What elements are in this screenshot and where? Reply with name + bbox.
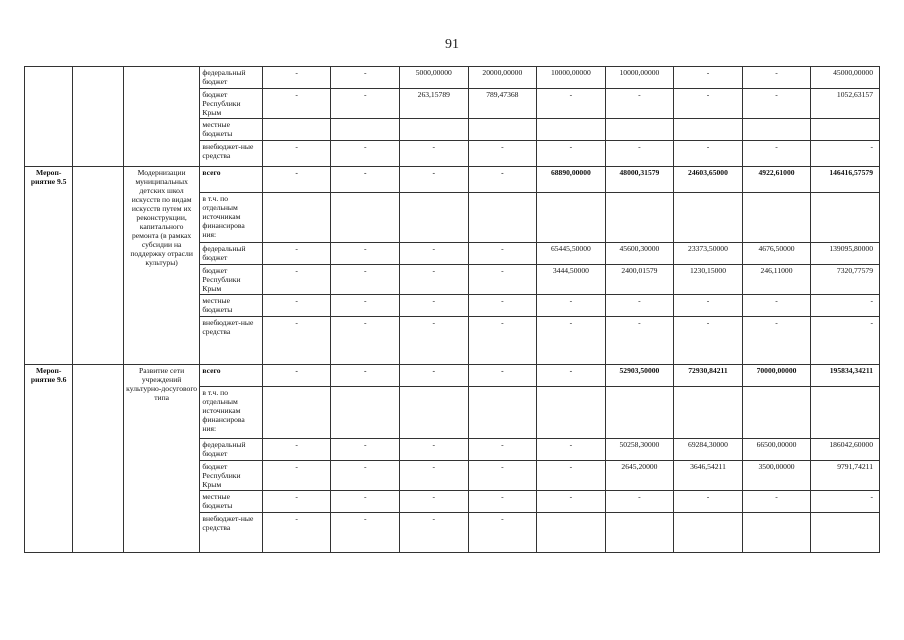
value-cell: 70000,00000 <box>742 365 811 387</box>
value-cell: - <box>742 491 811 513</box>
value-cell: - <box>400 439 469 461</box>
value-cell: - <box>537 295 606 317</box>
value-cell: 72930,84211 <box>674 365 743 387</box>
value-cell <box>400 119 469 141</box>
value-cell: - <box>400 365 469 387</box>
value-cell: - <box>674 295 743 317</box>
value-cell: 24603,65000 <box>674 167 743 193</box>
value-cell <box>742 193 811 243</box>
value-cell: - <box>331 167 400 193</box>
funding-source-label: местные бюджеты <box>200 491 263 513</box>
value-cell: - <box>468 491 537 513</box>
value-cell <box>605 193 674 243</box>
value-cell: - <box>605 295 674 317</box>
value-cell: - <box>537 461 606 491</box>
value-cell: - <box>262 461 331 491</box>
value-cell: - <box>400 141 469 167</box>
value-cell: 4922,61000 <box>742 167 811 193</box>
measure-description <box>123 67 200 167</box>
value-cell <box>537 119 606 141</box>
value-cell: - <box>262 491 331 513</box>
value-cell: 45000,00000 <box>811 67 880 89</box>
value-cell: 45600,30000 <box>605 243 674 265</box>
value-cell: 7320,77579 <box>811 265 880 295</box>
value-cell <box>605 119 674 141</box>
funding-source-label: в т.ч. по отдельным источникам финансирова ния: <box>200 193 263 243</box>
value-cell: - <box>674 67 743 89</box>
value-cell <box>742 513 811 553</box>
value-cell: - <box>742 141 811 167</box>
value-cell: 2645,20000 <box>605 461 674 491</box>
value-cell: 9791,74211 <box>811 461 880 491</box>
value-cell <box>537 193 606 243</box>
value-cell: 3646,54211 <box>674 461 743 491</box>
value-cell: - <box>742 317 811 365</box>
value-cell: - <box>331 513 400 553</box>
value-cell: - <box>605 141 674 167</box>
value-cell <box>331 119 400 141</box>
value-cell: 5000,00000 <box>400 67 469 89</box>
value-cell: - <box>537 439 606 461</box>
value-cell <box>811 513 880 553</box>
value-cell: - <box>400 167 469 193</box>
value-cell: 69284,30000 <box>674 439 743 461</box>
value-cell <box>742 387 811 439</box>
table-row <box>25 167 880 193</box>
value-cell: 65445,50000 <box>537 243 606 265</box>
value-cell: - <box>468 317 537 365</box>
funding-source-label: бюджет Республики Крым <box>200 89 263 119</box>
value-cell: - <box>468 141 537 167</box>
value-cell: - <box>400 513 469 553</box>
empty-cell <box>73 365 123 553</box>
funding-source-label: в т.ч. по отдельным источникам финансирова ния: <box>200 387 263 439</box>
funding-source-label: бюджет Республики Крым <box>200 265 263 295</box>
value-cell: - <box>742 295 811 317</box>
value-cell: 3444,50000 <box>537 265 606 295</box>
value-cell <box>400 193 469 243</box>
empty-cell <box>73 167 123 365</box>
value-cell: - <box>468 439 537 461</box>
value-cell <box>537 387 606 439</box>
value-cell: 48000,31579 <box>605 167 674 193</box>
value-cell: - <box>468 167 537 193</box>
financing-table <box>24 66 880 553</box>
value-cell <box>331 193 400 243</box>
value-cell: 2400,01579 <box>605 265 674 295</box>
value-cell: - <box>400 461 469 491</box>
value-cell: 146416,57579 <box>811 167 880 193</box>
value-cell: - <box>674 491 743 513</box>
funding-source-label: бюджет Республики Крым <box>200 461 263 491</box>
value-cell: - <box>537 317 606 365</box>
funding-source-label: всего <box>200 167 263 193</box>
value-cell: - <box>742 67 811 89</box>
page-number: 91 <box>445 37 459 52</box>
value-cell: - <box>400 265 469 295</box>
value-cell <box>468 193 537 243</box>
value-cell: 10000,00000 <box>605 67 674 89</box>
value-cell: - <box>331 439 400 461</box>
value-cell: 263,15789 <box>400 89 469 119</box>
value-cell: - <box>331 141 400 167</box>
table-row <box>25 365 880 387</box>
value-cell <box>468 119 537 141</box>
value-cell: - <box>262 513 331 553</box>
value-cell: - <box>262 365 331 387</box>
value-cell: 3500,00000 <box>742 461 811 491</box>
value-cell <box>537 513 606 553</box>
value-cell: - <box>331 67 400 89</box>
funding-source-label: федеральный бюджет <box>200 439 263 461</box>
value-cell: - <box>262 167 331 193</box>
measure-cell <box>25 67 73 167</box>
value-cell: - <box>537 141 606 167</box>
value-cell: 139095,80000 <box>811 243 880 265</box>
value-cell: - <box>400 295 469 317</box>
value-cell: 20000,00000 <box>468 67 537 89</box>
value-cell: - <box>605 317 674 365</box>
value-cell: - <box>331 295 400 317</box>
value-cell <box>674 193 743 243</box>
value-cell: - <box>674 89 743 119</box>
funding-source-label: всего <box>200 365 263 387</box>
value-cell: - <box>537 491 606 513</box>
table-body <box>25 67 880 553</box>
value-cell: - <box>400 317 469 365</box>
value-cell: - <box>811 295 880 317</box>
value-cell <box>674 513 743 553</box>
value-cell <box>468 387 537 439</box>
value-cell <box>331 387 400 439</box>
value-cell: - <box>331 365 400 387</box>
value-cell: 23373,50000 <box>674 243 743 265</box>
value-cell: 1052,63157 <box>811 89 880 119</box>
value-cell <box>811 387 880 439</box>
value-cell: 10000,00000 <box>537 67 606 89</box>
value-cell <box>742 119 811 141</box>
value-cell: - <box>468 365 537 387</box>
funding-source-label: внебюджет-ные средства <box>200 513 263 553</box>
measure-description: Развитие сети учреждений культурно-досугового типа <box>123 365 200 553</box>
value-cell <box>811 193 880 243</box>
value-cell: - <box>674 317 743 365</box>
empty-cell <box>73 67 123 167</box>
value-cell: - <box>811 141 880 167</box>
value-cell: - <box>742 89 811 119</box>
value-cell: 1230,15000 <box>674 265 743 295</box>
value-cell: - <box>331 461 400 491</box>
funding-source-label: местные бюджеты <box>200 295 263 317</box>
value-cell: 68890,00000 <box>537 167 606 193</box>
value-cell <box>674 387 743 439</box>
funding-source-label: федеральный бюджет <box>200 67 263 89</box>
value-cell: - <box>537 89 606 119</box>
value-cell <box>262 387 331 439</box>
funding-source-label: внебюджет-ные средства <box>200 317 263 365</box>
value-cell: - <box>262 265 331 295</box>
value-cell: - <box>262 141 331 167</box>
value-cell: - <box>468 243 537 265</box>
value-cell <box>262 193 331 243</box>
value-cell: 789,47368 <box>468 89 537 119</box>
value-cell <box>605 513 674 553</box>
value-cell: - <box>468 461 537 491</box>
value-cell: - <box>811 491 880 513</box>
value-cell: - <box>468 265 537 295</box>
value-cell: - <box>605 491 674 513</box>
value-cell: 50258,30000 <box>605 439 674 461</box>
value-cell: - <box>331 491 400 513</box>
value-cell: 66500,00000 <box>742 439 811 461</box>
value-cell: 246,11000 <box>742 265 811 295</box>
measure-description: Модернизации муниципальных детских школ искусств по видам искусств путем их реконструкции, капитального ремонта (в рамках субсидии на поддержку отрасли культуры) <box>123 167 200 365</box>
measure-cell: Мероп-риятие 9.5 <box>25 167 73 365</box>
value-cell: 4676,50000 <box>742 243 811 265</box>
funding-source-label: федеральный бюджет <box>200 243 263 265</box>
funding-source-label: внебюджет-ные средства <box>200 141 263 167</box>
value-cell: - <box>331 265 400 295</box>
value-cell: - <box>400 243 469 265</box>
value-cell: - <box>400 491 469 513</box>
value-cell: - <box>262 317 331 365</box>
value-cell: 195834,34211 <box>811 365 880 387</box>
measure-cell: Мероп-риятие 9.6 <box>25 365 73 553</box>
value-cell <box>605 387 674 439</box>
value-cell <box>811 119 880 141</box>
value-cell: 186042,60000 <box>811 439 880 461</box>
value-cell: - <box>331 317 400 365</box>
value-cell: - <box>262 439 331 461</box>
value-cell: - <box>262 67 331 89</box>
value-cell: - <box>674 141 743 167</box>
table-row <box>25 67 880 89</box>
value-cell: - <box>605 89 674 119</box>
value-cell: - <box>468 295 537 317</box>
value-cell: - <box>331 243 400 265</box>
value-cell <box>262 119 331 141</box>
value-cell <box>674 119 743 141</box>
value-cell: - <box>262 89 331 119</box>
value-cell: - <box>811 317 880 365</box>
value-cell: 52903,50000 <box>605 365 674 387</box>
value-cell: - <box>468 513 537 553</box>
value-cell: - <box>331 89 400 119</box>
value-cell: - <box>537 365 606 387</box>
value-cell <box>400 387 469 439</box>
value-cell: - <box>262 295 331 317</box>
value-cell: - <box>262 243 331 265</box>
funding-source-label: местные бюджеты <box>200 119 263 141</box>
